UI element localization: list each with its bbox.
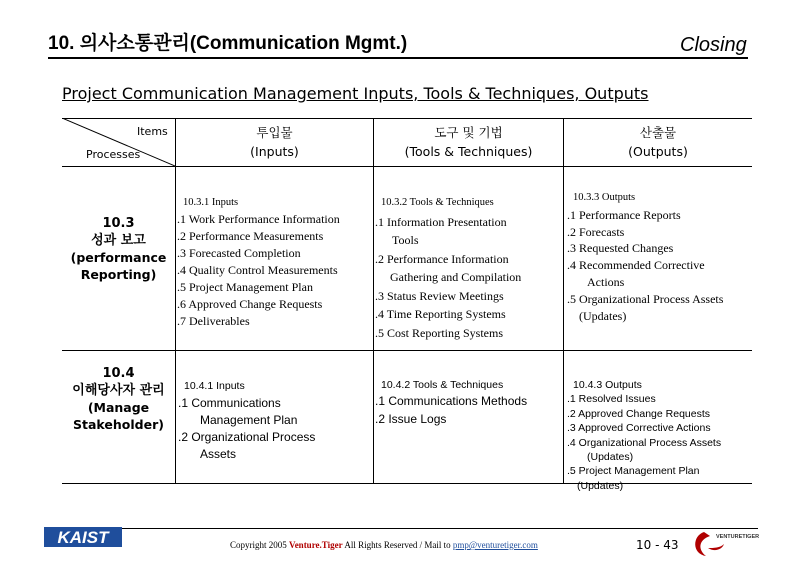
list-item: .3 Forecasted Completion [177,246,301,260]
list-heading: 10.4.2 Tools & Techniques [381,379,504,391]
list-item: .1 Performance Reports [567,207,681,222]
brand-name: Venture.Tiger [289,540,343,550]
header-inputs-en: (Inputs) [250,144,299,159]
list-item: .2 Approved Change Requests [567,407,711,420]
tools-10-4 [375,378,527,428]
list-item: .5 Project Management Plan [567,465,700,478]
list-item: .7 Deliverables [177,314,250,328]
process-number: 10.3 [102,216,135,231]
list-item: .2 Organizational Process [178,430,316,444]
list-item: .3 Requested Changes [567,241,674,256]
process-10-3 [62,215,175,283]
header-inputs-ko: 투입물 [256,125,293,140]
column-divider [373,118,374,484]
list-heading: 10.4.1 Inputs [184,380,245,392]
list-item: .4 Recommended Corrective [567,258,705,273]
kaist-logo-mark [44,522,122,552]
inputs-10-4 [178,378,315,463]
list-item: .4 Organizational Process Assets [567,436,722,449]
page-title: 10. 의사소통관리(Communication Mgmt.) [48,33,408,54]
list-item: .2 Performance Information [375,251,509,266]
inputs-10-3 [177,194,340,330]
list-item: .5 Organizational Process Assets [567,291,724,306]
section-subtitle: Project Communication Management Inputs, Tools & Techniques, Outputs [62,84,649,103]
tools-10-3 [375,194,521,342]
list-item: (Updates) [579,308,627,323]
list-item: .1 Communications [178,396,281,410]
process-name-en: Stakeholder) [73,417,164,432]
list-item: Assets [200,447,237,461]
process-name-en: Reporting) [80,267,157,282]
outputs-10-3 [567,190,723,324]
corner-items-label: Items [137,125,168,138]
list-item: .1 Information Presentation [375,214,507,229]
copyright-middle: All Rights Reserved / Mail to [342,540,453,550]
header-inputs [176,123,373,161]
list-item: .5 Project Management Plan [177,280,313,294]
list-item: .3 Status Review Meetings [375,288,504,303]
venturetiger-logo-text: VENTURETIGER [716,534,760,540]
list-item: .4 Time Reporting Systems [375,307,506,321]
column-divider [175,118,176,484]
process-name-en: (Manage [87,400,150,415]
corner-processes-label: Processes [86,148,141,161]
list-item: .2 Performance Measurements [177,229,324,243]
list-item: .1 Resolved Issues [567,393,656,406]
column-divider [563,118,564,484]
list-item: .6 Approved Change Requests [177,297,323,311]
header-tools [374,123,563,161]
process-10-4 [62,365,175,433]
copyright-line [230,540,538,550]
list-item: (Updates) [577,479,624,492]
list-item: .2 Issue Logs [375,412,447,426]
list-item: Management Plan [200,413,298,427]
venturetiger-logo-mark [690,526,762,562]
kaist-logo-text: KAIST [57,528,109,547]
header-tools-ko: 도구 및 기법 [434,125,503,140]
closing-label: Closing [680,34,747,56]
header-outputs-ko: 산출물 [639,125,677,140]
outputs-10-4 [567,378,721,493]
footer-divider [48,528,758,529]
header-outputs [564,123,752,161]
list-item: (Updates) [587,451,634,464]
list-heading: 10.3.1 Inputs [183,197,239,208]
list-item: .2 Forecasts [567,224,625,239]
process-name-ko: 이해당사자 관리 [72,383,165,398]
kaist-logo [44,522,122,552]
list-item: .4 Quality Control Measurements [177,263,338,277]
list-heading: 10.3.3 Outputs [573,192,636,203]
header-bottom-border [62,166,752,167]
list-item: Tools [392,233,419,247]
list-item: .3 Approved Corrective Actions [567,422,711,435]
email-link[interactable]: pmp@venturetiger.com [452,540,538,550]
list-item: Actions [587,274,625,289]
list-item: .1 Work Performance Information [177,212,340,226]
list-item: .5 Cost Reporting Systems [375,325,504,340]
list-item: Gathering and Compilation [390,270,522,284]
itto-table [62,118,752,492]
process-number: 10.4 [102,366,135,381]
row-divider [62,350,752,351]
list-heading: 10.3.2 Tools & Techniques [381,197,494,208]
copyright-prefix: Copyright 2005 [230,540,290,550]
process-name-ko: 성과 보고 [91,233,146,248]
venturetiger-logo [690,526,762,562]
header-tools-en: (Tools & Techniques) [404,144,533,159]
process-name-en: (performance [70,250,167,265]
header-divider [48,57,748,59]
list-heading: 10.4.3 Outputs [573,379,642,391]
page-number: 10 - 43 [636,538,679,552]
header-outputs-en: (Outputs) [628,144,688,159]
list-item: .1 Communications Methods [375,394,528,408]
